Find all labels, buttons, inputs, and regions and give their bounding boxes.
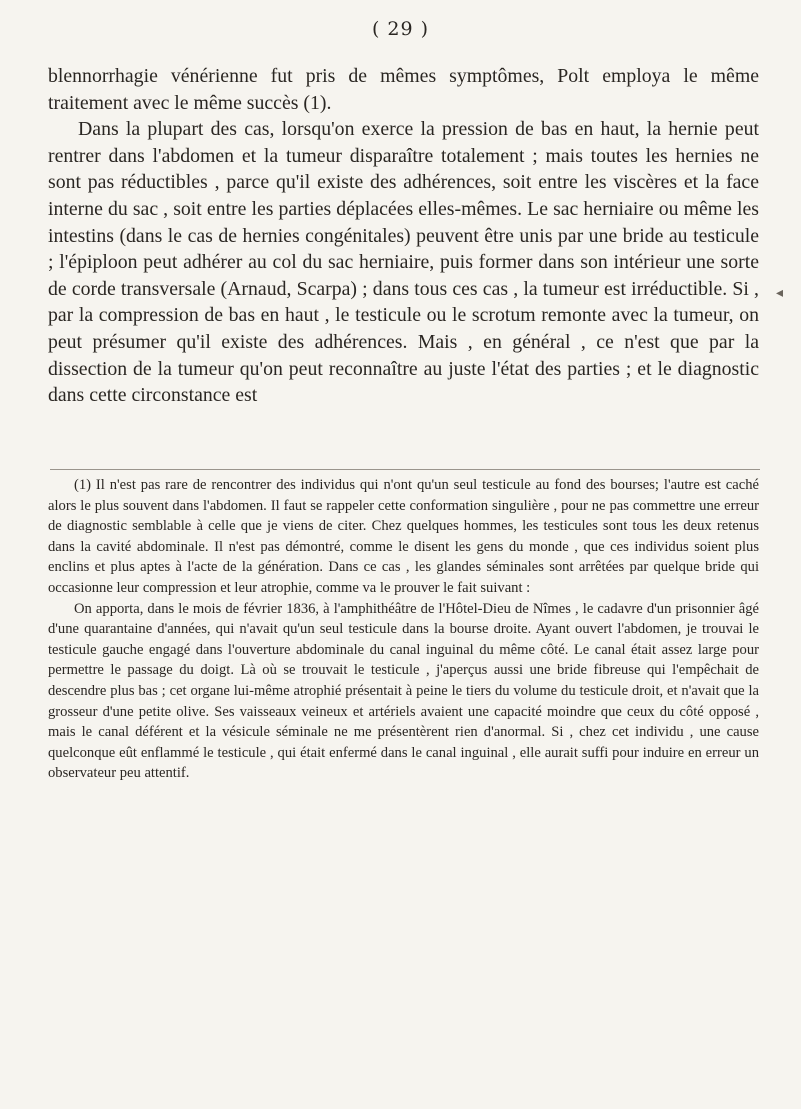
footnote-paragraph: (1) Il n'est pas rare de rencontrer des individus qui n'ont qu'un seul testicule au fond des bourses; l'autre est caché alors le plus souvent dans l'abdomen. Il faut se rappeler cette conformation singulière , pour ne pas commettre une erreur de diagnostic semblable à celle que je viens de citer. Chez quelques hommes, les testicules sont tous les deux retenus dans la cavité abdominale. Il n'est pas démontré, comme le disent les gens du monde , que ces individus soient plus enclins et plus aptes à l'acte de la génération. Dans ce cas , les glandes séminales sont arrêtées par quelque bride qui occasionne leur compression et leur atrophie, comme va le prouver le fait suivant :: [48, 477, 759, 596]
margin-mark-icon: ◂: [776, 285, 784, 301]
page-number: ( 29 ): [371, 18, 430, 40]
footnote-paragraph: On apporta, dans le mois de février 1836, à l'amphithéâtre de l'Hôtel-Dieu de Nîmes , le cadavre d'un prisonnier âgé d'une quarantaine d'années, qui n'avait qu'un seul testicule dans la bourse droite. Ayant ouvert l'abdomen, je trouvai le testicule gauche engagé dans l'ouverture abdominale du canal inguinal du même côté. Le canal était assez large pour permettre le passage du doigt. Là où se trouvait le testicule , j'aperçus aussi une bride fibreuse qui l'empêchait de descendre plus bas ; cet organe lui-même atrophié présentait à peine le tiers du volume du testicule droit, et n'avait que la grosseur d'une petite olive. Ses vaisseaux veineux et artériels avaient une capacité moindre que ceux du côté opposé , mais le canal déférent et la vésicule séminale ne me présentèrent rien d'anormal. Si , chez cet individu , une cause quelconque eût enflammé le testicule , qui était enfermé dans le canal inguinal , elle aurait suffi pour induire en erreur un observateur peu attentif.: [48, 600, 759, 782]
main-text: [48, 63, 759, 409]
body-paragraph: Dans la plupart des cas, lorsqu'on exerce la pression de bas en haut, la hernie peut rentrer dans l'abdomen et la tumeur disparaître totalement ; mais toutes les hernies ne sont pas réductibles , parce qu'il existe des adhérences, soit entre les viscères et la face interne du sac , soit entre les parties déplacées elles-mêmes. Le sac herniaire ou même les intestins (dans le cas de hernies congénitales) peuvent être unis par une bride au testicule ; l'épiploon peut adhérer au col du sac herniaire, puis former dans son intérieur une sorte de corde transversale (Arnaud, Scarpa) ; dans tous ces cas , la tumeur est irréductible. Si , par la compression de bas en haut , le testicule ou le scrotum remonte avec la tumeur, on peut présumer qu'il existe des adhérences. Mais , en général , ce n'est que par la dissection de la tumeur qu'on peut reconnaître au juste l'état des parties ; et le diagnostic dans cette circonstance est: [48, 118, 759, 407]
body-paragraph: blennorrhagie vénérienne fut pris de mêmes symptômes, Polt employa le même traitement avec le même succès (1).: [48, 65, 759, 114]
footnote-divider: [50, 469, 760, 470]
footnote: [48, 475, 759, 784]
